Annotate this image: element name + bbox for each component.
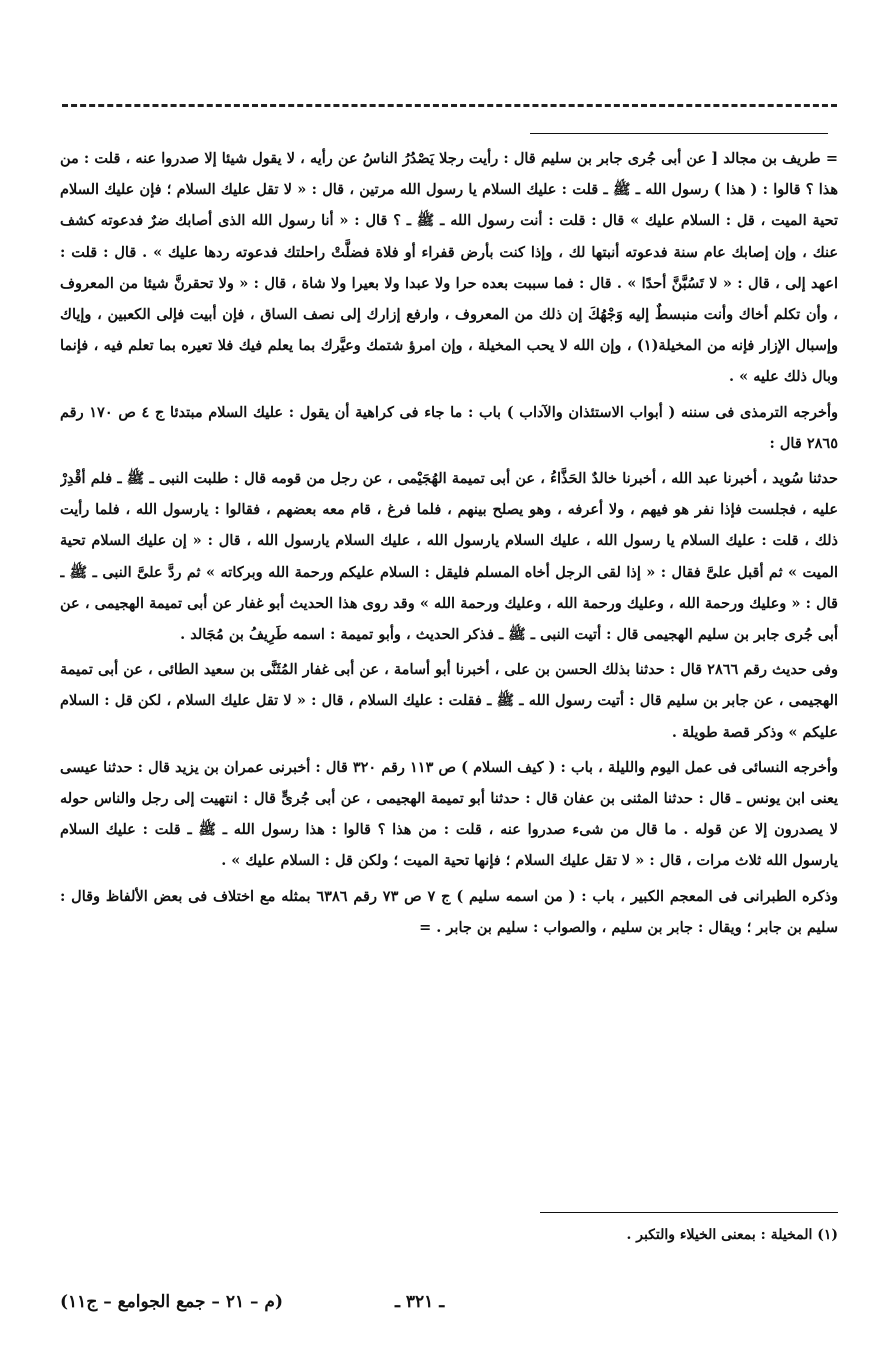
paragraph-tirmidhi: وأخرجه الترمذى فى سننه ( أبواب الاستئذان والآداب ) باب : ما جاء فى كراهية أن يقول : عليك السلام مبتدئا ج ٤ ص ١٧٠ رقم ٢٨٦٥ قال :: [60, 403, 838, 452]
continuation-rule: [530, 133, 828, 134]
main-text: [60, 143, 838, 1188]
page-number: ـ ٣٢١ ـ: [395, 1292, 445, 1312]
footnote-rule: [540, 1212, 838, 1213]
footnote: (١) المخيلة : بمعنى الخيلاء والتكبر .: [626, 1227, 838, 1243]
paragraph-tirmidhi-hadith: حدثنا سُويد ، أخبرنا عبد الله ، أخبرنا خالدٌ الحَذَّاءُ ، عن أبى تميمة الهُجَيْمى ، عن رجل من قومه قال : طلبت النبى ـ ﷺ ـ فلم أقْدِرْ عليه ، فجلست فإذا نفر هو فيهم ، ولا أعرفه ، وهو يصلح بينهم ، فلما فرغ ، قام معه بعضهم ، فقالوا : يارسول الله ، فلما رأيت ذلك ، قلت : عليك السلام يا رسول الله ، عليك السلام يارسول الله ، عليك السلام يارسول الله ، قال : « إن عليك السلام تحية الميت » ثم أقبل علىَّ فقال : « إذا لقى الرجل أخاه المسلم فليقل : السلام عليكم ورحمة الله وبركاته » ثم ردَّ علىَّ النبى ـ ﷺ ـ قال : « وعليك ورحمة الله ، وعليك ورحمة الله ، وعليك ورحمة الله » وقد روى هذا الحديث أبو غفار عن أبى تميمة الهجيمى ، عن أبى جُرى جابر بن سليم الهجيمى قال : أتيت النبى ـ ﷺ ـ فذكر الحديث ، وأبو تميمة : اسمه طَرِيفُ بن مُجَالد .: [60, 470, 838, 644]
header-dashed-rule: [62, 104, 837, 107]
paragraph-hadith-2866: وفى حديث رقم ٢٨٦٦ قال : حدثنا بذلك الحسن بن على ، أخبرنا أبو أسامة ، عن أبى غفار المُثَنَّى بن سعيد الطائى ، عن أبى تميمة الهجيمى ، عن جابر بن سليم قال : أتيت رسول الله ـ ﷺ ـ فقلت : عليك السلام ، قال : « لا تقل عليك السلام ، لكن قل : السلام عليكم » وذكر قصة طويلة .: [60, 661, 838, 741]
paragraph-nasai: وأخرجه النسائى فى عمل اليوم والليلة ، باب : ( كيف السلام ) ص ١١٣ رقم ٣٢٠ قال : أخبرنى عمران بن يزيد قال : حدثنا عيسى يعنى ابن يونس ـ قال : حدثنا المثنى بن عفان قال : حدثنا أبو تميمة الهجيمى ، عن أبى جُرىٍّ قال : انتهيت إلى رجل والناس حوله لا يصدرون إلا عن قوله . ما قال من شىء صدروا عنه ، قلت : من هذا ؟ قالوا : هذا رسول الله ـ ﷺ ـ قلت : عليك السلام يارسول الله ثلاث مرات ، قال : « لا تقل عليك السلام ؛ فإنها تحية الميت ؛ ولكن قل : السلام عليك » .: [60, 758, 838, 870]
paragraph-hadith: = طريف بن مجالد [ عن أبى جُرى جابر بن سليم قال : رأيت رجلا يَصْدُرُ الناسُ عن رأيه ، لا يقول شيئا إلا صدروا عنه ، قلت : من هذا ؟ قالوا : ( هذا ) رسول الله ـ ﷺ ـ قلت : عليك السلام يا رسول الله مرتين ، قال : « لا تقل عليك السلام ؛ فإن عليك السلام تحية الميت ، قل : السلام عليك » قال : قلت : أنت رسول الله ـ ﷺ ـ ؟ قال : « أنا رسول الله الذى أصابك ضرٌ فدعوته كشف عنك ، وإن إصابك عام سنة فدعوته أنبتها لك ، وإذا كنت بأرض قفراء أو فلاة فضلَّتْ راحلتك فدعوته ردها عليك » . قال : قلت : اعهد إلى ، قال : « لا تَسُبَّنَّ أحدًا » . قال : فما سببت بعده حرا ولا عبدا ولا بعيرا ولا شاة ، قال : « ولا تحقرنَّ شيئا من المعروف ، وأن تكلم أخاك وأنت منبسطٌ إليه وَجْهُكَ إن ذلك من المعروف ، وارفع إزارك إلى نصف الساق ، فإن أبيت فإلى الكعبين ، وإياك وإسبال الإزار فإنه من المخيلة(١) ، وإن الله لا يحب المخيلة ، وإن امرؤ شتمك وعيَّرك بما يعلم فيك فلا تعيره بما تعلم فيه ، فإنما وبال ذلك عليه » .: [60, 150, 838, 386]
paragraph-tabarani: وذكره الطبرانى فى المعجم الكبير ، باب : ( من اسمه سليم ) ج ٧ ص ٧٣ رقم ٦٣٨٦ بمثله مع اختلاف فى بعض الألفاظ وقال : سليم بن جابر ؛ ويقال : جابر بن سليم ، والصواب : سليم بن جابر . =: [60, 887, 838, 936]
signature-mark: (م – ٢١ – جمع الجوامع – ج١١): [60, 1292, 283, 1312]
